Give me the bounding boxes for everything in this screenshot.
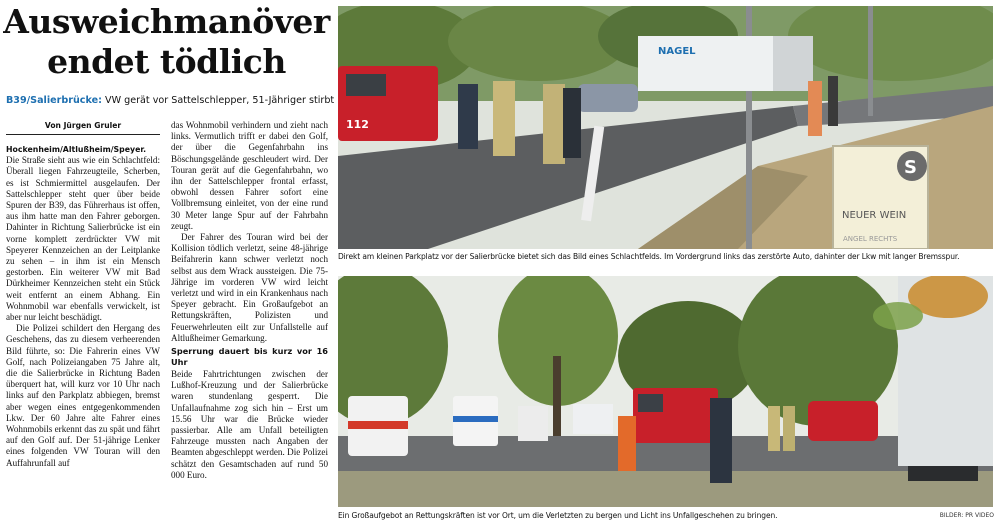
headline-line-2: endet tödlich bbox=[47, 42, 286, 81]
byline: Von Jürgen Gruler bbox=[6, 121, 160, 135]
intertitle: Sperrung dauert bis kurz vor 16 Uhr bbox=[171, 346, 328, 368]
photo-accident-scene bbox=[338, 6, 993, 249]
article-paragraph: Die Polizei schildert den Hergang des Geschehens, das zu diesem verheerenden Bild führte, so: Die Fahrerin eines VW Golf, nach Polizeiangaben 75 Jahre alt, die die Salierbrücke in Richtung Baden überquert hat, will kurz vor 10 Uhr nach links auf den Parkplatz abbiegen, bremst aber wegen eines entgegenkommenden Lkw. Der 60 Jahre alte Fahrer eines Wohnmobils erkennt das zu spät und fährt auf den Golf auf. Der 51-jährige Lenker eines folgenden VW Touran will den Auffahrunfall auf bbox=[6, 323, 160, 468]
photo-rescue-forces bbox=[338, 276, 993, 507]
rubric-label: B39/Salierbrücke: bbox=[6, 95, 102, 106]
truck-brand-label: NAGEL bbox=[658, 46, 696, 57]
article-column-2 bbox=[171, 120, 328, 522]
subheadline-text: VW gerät vor Sattelschlepper, 51-Jähriger stirbt bbox=[101, 95, 335, 106]
article-paragraph: Beide Fahrtrichtungen zwischen der Lußhof-Kreuzung und der Salierbrücke waren stundenlang gesperrt. Die Unfallaufnahme zog sich hin – Erst um 15.56 Uhr war die Brücke wieder passierbar. Alle am Unfall beteiligten Fahrzeuge mussten nach Angaben der Beamten abgeschleppt werden. Die Polizei schätzt den Gesamtschaden auf rund 50 000 Euro. bbox=[171, 369, 328, 480]
sign-text-neuer-wein: NEUER WEIN bbox=[842, 210, 907, 221]
article-column-1 bbox=[6, 144, 160, 522]
article-paragraph: Der Fahrer des Touran wird bei der Kollision tödlich verletzt, seine 48-jährige Beifahrerin kann schwer verletzt noch selbst aus dem Wrack aussteigen. Die 75-Jährige im vorderen VW wird leicht verletzt und wird in ein Krankenhaus nach Speyer gebracht. Ein Großaufgebot an Rettungskräften, Polizisten und Feuerwehrleuten eilt zur Unfallstelle auf Altlußheimer Gemarkung. bbox=[171, 232, 328, 343]
photo-credit: BILDER: PR VIDEO bbox=[939, 512, 994, 519]
photo-caption-bottom: Ein Großaufgebot an Rettungskräften ist vor Ort, um die Verletzten zu bergen und Licht ins Unfallgeschehen zu bringen. bbox=[338, 511, 778, 520]
photo-caption-top: Direkt am kleinen Parkplatz vor der Salierbrücke bietet sich das Bild eines Schlachtfelds. Im Vordergrund links das zerstörte Auto, dahinter der Lkw mit langer Bremsspur. bbox=[338, 252, 960, 261]
headline-line-1: Ausweichmanöver bbox=[3, 2, 330, 41]
headline bbox=[0, 2, 333, 82]
photo-accident-scene-illustration bbox=[338, 6, 993, 249]
dateline: Hockenheim/Altlußheim/Speyer. bbox=[6, 145, 147, 154]
sign-letter: S bbox=[904, 157, 917, 178]
sign-text-angel: ANGEL RECHTS bbox=[843, 235, 898, 243]
article-paragraph: Hockenheim/Altlußheim/Speyer. Die Straße sieht aus wie ein Schlachtfeld: Überall liegen Fahrzeugteile, Scherben, es ist Schmiermittel ausgelaufen. Der Sattelschlepper steht quer über beide Spuren der B39, das Führerhaus ist offen, aus ihm hatte man den Fahrer geborgen. Dahinter in Richtung Salierbrücke ist ein vorne komplett zerdrückter VW mit Speyerer Kennzeichen an der Leitplanke zu sehen – in ihm ist ein Mensch gestorben. Ein weiterer VW mit Bad Dürkheimer Kennzeichen steht ein Stück weit entfernt an einem Abhang. Ein Wohnmobil war ebenfalls verwickelt, ist aber nur leicht beschädigt. bbox=[6, 145, 160, 323]
article-paragraph: das Wohnmobil verhindern und zieht nach links. Vermutlich trifft er dabei den Golf, der über die Gegenfahrbahn ins Böschungsgelände geschleudert wird. Der Touran gerät auf die Gegenfahrbahn, wo ihn der Sattelschlepper frontal erfasst, obwohl dessen Fahrer sofort eine Vollbremsung einleitet, von der eine rund 30 Meter lange Spur auf der Fahrbahn zeugt. bbox=[171, 120, 328, 231]
photo-rescue-forces-illustration bbox=[338, 276, 993, 507]
fire-vehicle-label: 112 bbox=[346, 118, 369, 131]
subheadline bbox=[6, 95, 336, 106]
